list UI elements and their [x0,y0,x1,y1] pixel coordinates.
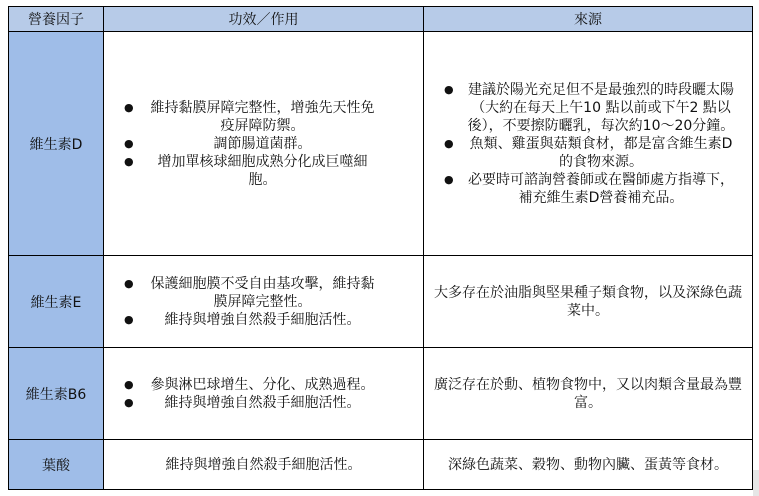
effect-list [104,275,395,329]
table-row [9,348,753,440]
list-item: ● 建議於陽光充足但不是最強烈的時段曬太陽（大約在每天上午10 點以前或下午2 點以後），不要擦防曬乳，每次約10～20分鐘。 [438,81,738,135]
list-item: ● 必要時可諮詢營養師或在醫師處方指導下，補充維生素D營養補充品。 [438,171,738,207]
table-row [9,256,753,348]
source-text: 深綠色蔬菜、穀物、動物內臟、蛋黃等食材。 [448,456,728,473]
nutrition-table [8,6,753,490]
list-item: ● 維持與增強自然殺手細胞活性。 [118,394,381,412]
table-row [9,32,753,256]
header-factor: 營養因子 [9,7,104,32]
effect-list [104,376,395,412]
row-factor: 維生素B6 [9,348,104,440]
list-item: ● 保護細胞膜不受自由基攻擊，維持黏膜屏障完整性。 [118,275,381,311]
header-row [9,7,753,32]
table-row [9,440,753,490]
list-item: ● 維持黏膜屏障完整性，增強先天性免疫屏障防禦。 [118,99,381,135]
row-effect [104,440,424,490]
row-factor: 葉酸 [9,440,104,490]
list-item: ● 魚類、雞蛋與菇類食材，都是富含維生素D的食物來源。 [438,135,738,171]
row-source [424,348,753,440]
row-effect [104,348,424,440]
source-list [424,81,752,207]
list-item: ● 增加單核球細胞成熟分化成巨噬細胞。 [118,153,381,189]
row-source [424,440,753,490]
row-effect [104,32,424,256]
list-item: ● 調節腸道菌群。 [118,135,381,153]
source-text: 廣泛存在於動、植物食物中，又以肉類含量最為豐富。 [434,376,742,411]
row-source [424,256,753,348]
scrollbar[interactable] [753,470,759,496]
effect-list [104,99,395,189]
source-text: 大多存在於油脂與堅果種子類食物，以及深綠色蔬菜中。 [434,284,742,319]
effect-text: 維持與增強自然殺手細胞活性。 [165,456,362,473]
list-item: ● 參與淋巴球增生、分化、成熟過程。 [118,376,381,394]
row-factor: 維生素D [9,32,104,256]
row-factor: 維生素E [9,256,104,348]
header-source: 來源 [424,7,753,32]
row-source [424,32,753,256]
row-effect [104,256,424,348]
list-item: ● 維持與增強自然殺手細胞活性。 [118,311,381,329]
header-effect: 功效／作用 [104,7,424,32]
